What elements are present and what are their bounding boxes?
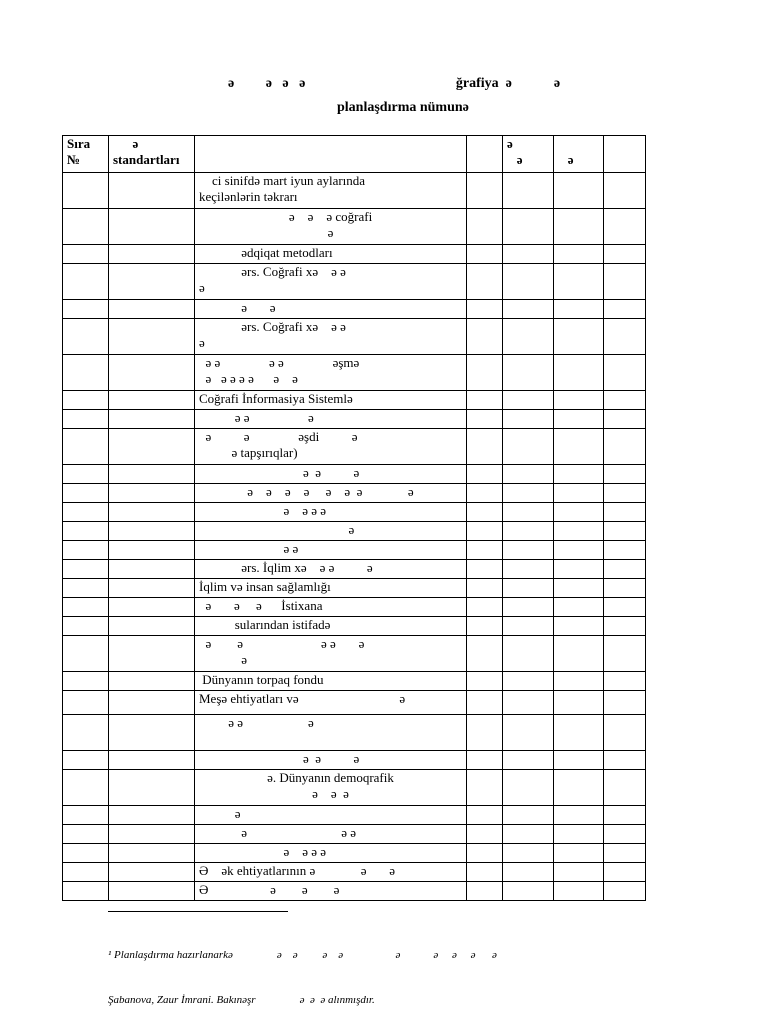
footnote <box>108 918 497 1023</box>
empty-cell <box>467 636 503 672</box>
empty-cell <box>109 598 195 617</box>
empty-cell <box>503 245 554 264</box>
topic-cell: ə. Dünyanın demoqrafik ə ə ə <box>195 770 467 806</box>
empty-cell <box>109 503 195 522</box>
empty-cell <box>604 770 646 806</box>
empty-cell <box>63 429 109 465</box>
empty-cell <box>554 173 604 209</box>
table-row <box>63 672 646 691</box>
empty-cell <box>503 264 554 300</box>
table-header-row <box>63 136 646 173</box>
empty-cell <box>554 410 604 429</box>
empty-cell <box>109 672 195 691</box>
empty-cell <box>604 691 646 715</box>
table-row <box>63 825 646 844</box>
footnote-separator <box>108 911 288 912</box>
empty-cell <box>604 672 646 691</box>
table-row <box>63 715 646 751</box>
empty-cell <box>554 579 604 598</box>
empty-cell <box>554 715 604 751</box>
empty-cell <box>467 691 503 715</box>
table-row <box>63 173 646 209</box>
empty-cell <box>467 863 503 882</box>
empty-cell <box>109 264 195 300</box>
empty-cell <box>63 391 109 410</box>
empty-cell <box>109 173 195 209</box>
empty-cell <box>604 522 646 541</box>
empty-cell <box>604 319 646 355</box>
empty-cell <box>554 844 604 863</box>
table-row <box>63 751 646 770</box>
empty-cell <box>467 844 503 863</box>
empty-cell <box>604 300 646 319</box>
empty-cell <box>109 391 195 410</box>
empty-cell <box>109 209 195 245</box>
empty-cell <box>109 617 195 636</box>
topic-cell: Ə ək ehtiyatlarının ə ə ə <box>195 863 467 882</box>
empty-cell <box>109 522 195 541</box>
table-row <box>63 691 646 715</box>
table-row <box>63 522 646 541</box>
empty-cell <box>604 636 646 672</box>
empty-cell <box>63 209 109 245</box>
empty-cell <box>604 173 646 209</box>
empty-cell <box>503 751 554 770</box>
topic-cell: ə ə ə ə ə ə <box>195 636 467 672</box>
empty-cell <box>554 503 604 522</box>
table-row <box>63 245 646 264</box>
header-cell-hours <box>467 136 503 173</box>
empty-cell <box>503 541 554 560</box>
empty-cell <box>554 825 604 844</box>
table-row <box>63 264 646 300</box>
empty-cell <box>467 429 503 465</box>
empty-cell <box>554 264 604 300</box>
empty-cell <box>554 863 604 882</box>
topic-cell: ə ə əşdi ə ə tapşırıqlar) <box>195 429 467 465</box>
empty-cell <box>109 806 195 825</box>
empty-cell <box>109 410 195 429</box>
topic-cell: ə ə ə <box>195 410 467 429</box>
header-cell-row-number: Sıra № <box>63 136 109 173</box>
empty-cell <box>503 173 554 209</box>
empty-cell <box>63 636 109 672</box>
empty-cell <box>109 770 195 806</box>
table-row <box>63 579 646 598</box>
table-row <box>63 410 646 429</box>
topic-cell: ərs. İqlim xə ə ə ə <box>195 560 467 579</box>
topic-cell: ə ə ə ə <box>195 844 467 863</box>
empty-cell <box>467 484 503 503</box>
table-row <box>63 636 646 672</box>
empty-cell <box>503 355 554 391</box>
topic-cell: ərs. Coğrafi xə ə ə ə <box>195 264 467 300</box>
empty-cell <box>604 264 646 300</box>
table-row <box>63 484 646 503</box>
empty-cell <box>554 465 604 484</box>
empty-cell <box>503 806 554 825</box>
empty-cell <box>554 882 604 901</box>
topic-cell: Dünyanın torpaq fondu <box>195 672 467 691</box>
empty-cell <box>63 825 109 844</box>
empty-cell <box>109 825 195 844</box>
header-cell-col5: ə ə <box>503 136 554 173</box>
topic-cell: sularından istifadə <box>195 617 467 636</box>
table-body <box>63 173 646 901</box>
empty-cell <box>554 770 604 806</box>
empty-cell <box>109 245 195 264</box>
empty-cell <box>467 579 503 598</box>
empty-cell <box>109 319 195 355</box>
planning-table <box>62 135 646 901</box>
topic-cell: ədqiqat metodları <box>195 245 467 264</box>
empty-cell <box>554 691 604 715</box>
empty-cell <box>63 560 109 579</box>
document-title-line-2: planlaşdırma nümunə <box>337 100 469 115</box>
table-row <box>63 617 646 636</box>
empty-cell <box>63 598 109 617</box>
empty-cell <box>63 579 109 598</box>
empty-cell <box>467 882 503 901</box>
footnote-line-2: Şabanova, Zaur İmrani. Bakınəşr ə ə ə alınmışdır. <box>108 994 375 1006</box>
table-row <box>63 882 646 901</box>
empty-cell <box>467 209 503 245</box>
empty-cell <box>503 484 554 503</box>
empty-cell <box>109 636 195 672</box>
empty-cell <box>63 300 109 319</box>
empty-cell <box>503 715 554 751</box>
empty-cell <box>63 410 109 429</box>
empty-cell <box>467 825 503 844</box>
topic-cell: Meşə ehtiyatları və ə <box>195 691 467 715</box>
empty-cell <box>604 429 646 465</box>
header-cell-standards: ə standartları <box>109 136 195 173</box>
empty-cell <box>604 882 646 901</box>
empty-cell <box>503 598 554 617</box>
empty-cell <box>467 715 503 751</box>
empty-cell <box>554 636 604 672</box>
empty-cell <box>63 844 109 863</box>
table-row <box>63 391 646 410</box>
empty-cell <box>503 617 554 636</box>
table-row <box>63 465 646 484</box>
topic-cell: Coğrafi İnformasiya Sistemlə <box>195 391 467 410</box>
topic-cell: ərs. Coğrafi xə ə ə ə <box>195 319 467 355</box>
empty-cell <box>503 579 554 598</box>
empty-cell <box>604 410 646 429</box>
empty-cell <box>109 751 195 770</box>
empty-cell <box>109 355 195 391</box>
empty-cell <box>554 522 604 541</box>
header-cell-col6: ə <box>554 136 604 173</box>
topic-cell: ə ə ə <box>195 751 467 770</box>
empty-cell <box>63 264 109 300</box>
empty-cell <box>467 173 503 209</box>
topic-cell: ə <box>195 522 467 541</box>
empty-cell <box>503 691 554 715</box>
topic-cell: ə ə ə <box>195 825 467 844</box>
empty-cell <box>604 844 646 863</box>
topic-cell: Ə ə ə ə <box>195 882 467 901</box>
empty-cell <box>63 355 109 391</box>
table-row <box>63 429 646 465</box>
empty-cell <box>604 598 646 617</box>
empty-cell <box>63 319 109 355</box>
empty-cell <box>109 715 195 751</box>
document-title-line-1: ə ə ə ə ğrafiya ə ə <box>228 76 561 91</box>
empty-cell <box>63 751 109 770</box>
empty-cell <box>467 770 503 806</box>
empty-cell <box>467 245 503 264</box>
empty-cell <box>554 300 604 319</box>
empty-cell <box>604 355 646 391</box>
empty-cell <box>554 429 604 465</box>
empty-cell <box>554 391 604 410</box>
topic-cell: ə ə ə ə ə ə ə ə <box>195 484 467 503</box>
empty-cell <box>503 672 554 691</box>
empty-cell <box>63 863 109 882</box>
empty-cell <box>467 751 503 770</box>
footnote-line-1: ¹ Planlaşdırma hazırlanarkə ə ə ə ə ə ə ə ə ə <box>108 949 497 961</box>
empty-cell <box>467 541 503 560</box>
empty-cell <box>554 245 604 264</box>
table-row <box>63 598 646 617</box>
topic-cell: ə ə ə <box>195 465 467 484</box>
empty-cell <box>554 672 604 691</box>
empty-cell <box>503 825 554 844</box>
empty-cell <box>109 691 195 715</box>
empty-cell <box>503 844 554 863</box>
empty-cell <box>467 522 503 541</box>
empty-cell <box>604 465 646 484</box>
empty-cell <box>63 465 109 484</box>
topic-cell: ə ə ə ə <box>195 503 467 522</box>
empty-cell <box>604 863 646 882</box>
empty-cell <box>467 264 503 300</box>
empty-cell <box>467 598 503 617</box>
empty-cell <box>467 672 503 691</box>
empty-cell <box>109 844 195 863</box>
table-row <box>63 541 646 560</box>
empty-cell <box>467 465 503 484</box>
empty-cell <box>503 410 554 429</box>
empty-cell <box>503 503 554 522</box>
empty-cell <box>503 391 554 410</box>
empty-cell <box>554 541 604 560</box>
topic-cell: ə ə ə coğrafi ə <box>195 209 467 245</box>
empty-cell <box>554 484 604 503</box>
empty-cell <box>503 636 554 672</box>
topic-cell: ci sinifdə mart iyun aylarında keçilənlərin təkrarı <box>195 173 467 209</box>
empty-cell <box>63 715 109 751</box>
empty-cell <box>467 319 503 355</box>
empty-cell <box>467 503 503 522</box>
empty-cell <box>63 806 109 825</box>
empty-cell <box>604 503 646 522</box>
empty-cell <box>109 882 195 901</box>
table-row <box>63 300 646 319</box>
table-row <box>63 770 646 806</box>
empty-cell <box>554 355 604 391</box>
table-row <box>63 503 646 522</box>
topic-cell: ə ə <box>195 300 467 319</box>
empty-cell <box>554 319 604 355</box>
topic-cell: ə ə ə <box>195 715 467 751</box>
empty-cell <box>554 617 604 636</box>
empty-cell <box>554 560 604 579</box>
empty-cell <box>604 825 646 844</box>
table-row <box>63 560 646 579</box>
empty-cell <box>554 598 604 617</box>
empty-cell <box>503 429 554 465</box>
empty-cell <box>63 770 109 806</box>
empty-cell <box>63 245 109 264</box>
header-cell-topic <box>195 136 467 173</box>
table-row <box>63 844 646 863</box>
empty-cell <box>467 391 503 410</box>
empty-cell <box>63 503 109 522</box>
table-row <box>63 319 646 355</box>
empty-cell <box>63 522 109 541</box>
empty-cell <box>63 173 109 209</box>
topic-cell: ə <box>195 806 467 825</box>
empty-cell <box>109 465 195 484</box>
empty-cell <box>109 863 195 882</box>
empty-cell <box>503 560 554 579</box>
empty-cell <box>63 617 109 636</box>
empty-cell <box>604 715 646 751</box>
empty-cell <box>604 751 646 770</box>
empty-cell <box>503 863 554 882</box>
empty-cell <box>503 770 554 806</box>
empty-cell <box>63 882 109 901</box>
empty-cell <box>503 465 554 484</box>
empty-cell <box>554 751 604 770</box>
empty-cell <box>503 882 554 901</box>
empty-cell <box>604 245 646 264</box>
empty-cell <box>604 209 646 245</box>
empty-cell <box>503 522 554 541</box>
empty-cell <box>63 672 109 691</box>
empty-cell <box>503 209 554 245</box>
empty-cell <box>109 579 195 598</box>
empty-cell <box>554 806 604 825</box>
empty-cell <box>604 541 646 560</box>
empty-cell <box>467 410 503 429</box>
empty-cell <box>63 484 109 503</box>
empty-cell <box>604 617 646 636</box>
empty-cell <box>604 391 646 410</box>
empty-cell <box>554 209 604 245</box>
header-cell-col7 <box>604 136 646 173</box>
empty-cell <box>604 806 646 825</box>
empty-cell <box>604 560 646 579</box>
empty-cell <box>63 691 109 715</box>
empty-cell <box>63 541 109 560</box>
topic-cell: ə ə ə ə əşmə ə ə ə ə ə ə ə <box>195 355 467 391</box>
empty-cell <box>503 300 554 319</box>
empty-cell <box>604 484 646 503</box>
empty-cell <box>467 300 503 319</box>
empty-cell <box>467 560 503 579</box>
empty-cell <box>503 319 554 355</box>
empty-cell <box>109 300 195 319</box>
empty-cell <box>109 484 195 503</box>
table-row <box>63 863 646 882</box>
table-row <box>63 355 646 391</box>
empty-cell <box>467 806 503 825</box>
topic-cell: İqlim və insan sağlamlığı <box>195 579 467 598</box>
empty-cell <box>109 429 195 465</box>
empty-cell <box>467 617 503 636</box>
empty-cell <box>467 355 503 391</box>
empty-cell <box>604 579 646 598</box>
table-row <box>63 209 646 245</box>
topic-cell: ə ə <box>195 541 467 560</box>
topic-cell: ə ə ə İstixana <box>195 598 467 617</box>
table-row <box>63 806 646 825</box>
empty-cell <box>109 560 195 579</box>
empty-cell <box>109 541 195 560</box>
